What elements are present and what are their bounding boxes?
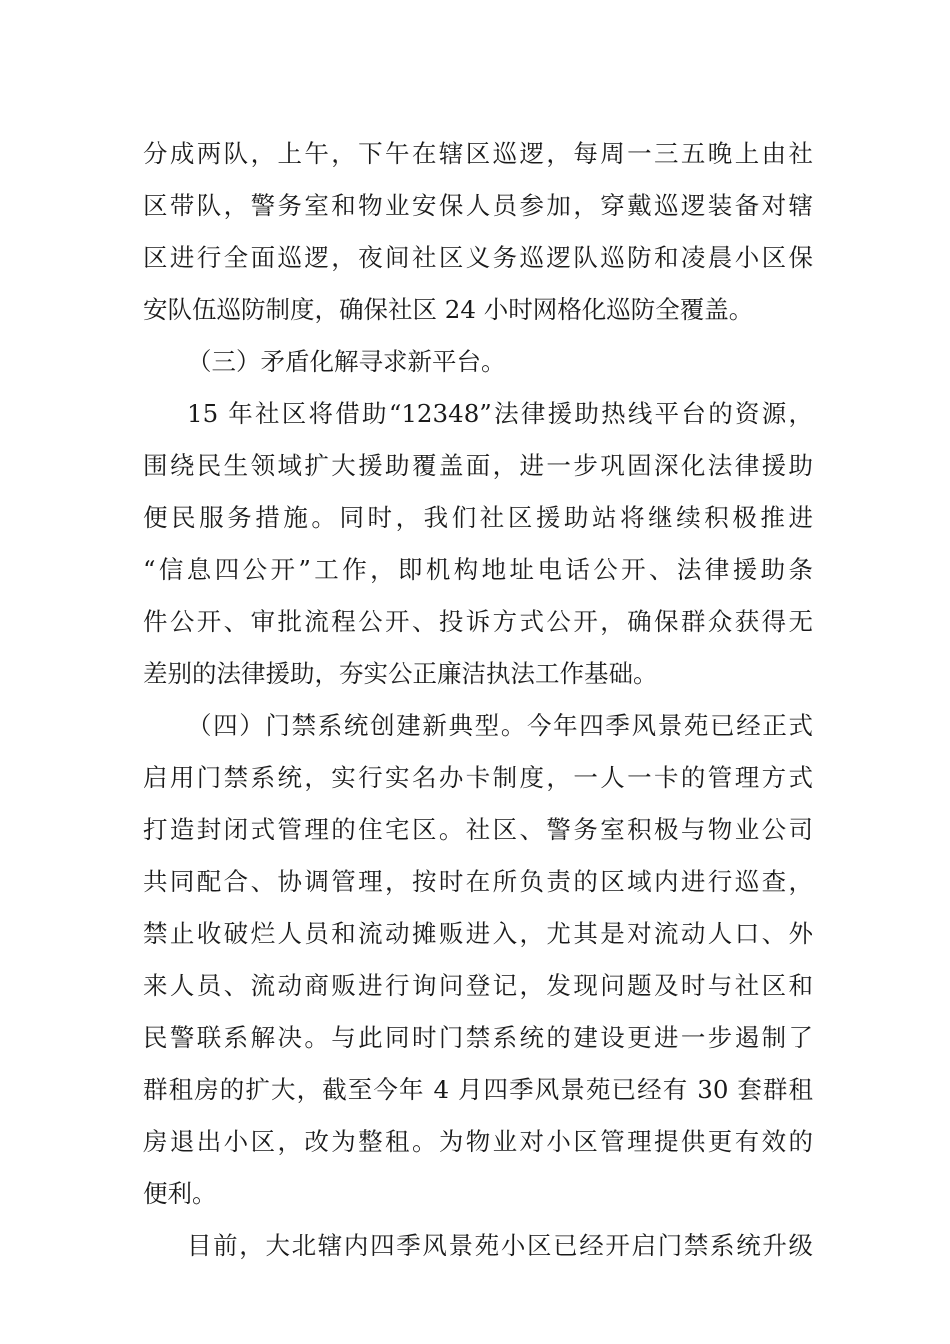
text-line: 分成两队，上午，下午在辖区巡逻，每周一三五晚上由社 xyxy=(143,139,813,168)
text-line: 群租房的扩大，截至今年 4 月四季风景苑已经有 30 套群租 xyxy=(143,1075,813,1104)
paragraph-access-control xyxy=(143,700,813,1220)
text-line: 区带队，警务室和物业安保人员参加，穿戴巡逻装备对辖 xyxy=(143,191,813,220)
text-line: 共同配合、协调管理，按时在所负责的区域内进行巡查， xyxy=(143,867,813,896)
text-line: 差别的法律援助，夯实公正廉洁执法工作基础。 xyxy=(143,659,658,688)
paragraph-legal-aid xyxy=(143,388,813,700)
text-line: （三）矛盾化解寻求新平台。 xyxy=(187,347,506,376)
text-line: 围绕民生领域扩大援助覆盖面，进一步巩固深化法律援助 xyxy=(143,451,813,480)
paragraph-current-status xyxy=(143,1220,813,1272)
text-line: 来人员、流动商贩进行询问登记，发现问题及时与社区和 xyxy=(143,971,813,1000)
text-line: 启用门禁系统，实行实名办卡制度，一人一卡的管理方式 xyxy=(143,763,813,792)
text-line: 打造封闭式管理的住宅区。社区、警务室积极与物业公司 xyxy=(143,815,813,844)
paragraph-heading-three xyxy=(143,336,813,388)
text-line: 安队伍巡防制度，确保社区 24 小时网格化巡防全覆盖。 xyxy=(143,295,754,324)
paragraph-patrol-continuation xyxy=(143,128,813,336)
text-line: 房退出小区，改为整租。为物业对小区管理提供更有效的 xyxy=(143,1127,813,1156)
text-line: 区进行全面巡逻，夜间社区义务巡逻队巡防和凌晨小区保 xyxy=(143,243,813,272)
text-line: 便民服务措施。同时，我们社区援助站将继续积极推进 xyxy=(143,503,813,532)
text-line: 禁止收破烂人员和流动摊贩进入，尤其是对流动人口、外 xyxy=(143,919,813,948)
text-line: 目前，大北辖内四季风景苑小区已经开启门禁系统升级 xyxy=(187,1231,813,1260)
text-line: 民警联系解决。与此同时门禁系统的建设更进一步遏制了 xyxy=(143,1023,813,1052)
text-line: （四）门禁系统创建新典型。今年四季风景苑已经正式 xyxy=(187,711,813,740)
text-line: “信息四公开”工作，即机构地址电话公开、法律援助条 xyxy=(143,555,813,584)
document-body xyxy=(143,128,813,1272)
text-line: 件公开、审批流程公开、投诉方式公开，确保群众获得无 xyxy=(143,607,813,636)
text-line: 便利。 xyxy=(143,1179,217,1208)
text-line: 15 年社区将借助“12348”法律援助热线平台的资源， xyxy=(187,399,813,428)
